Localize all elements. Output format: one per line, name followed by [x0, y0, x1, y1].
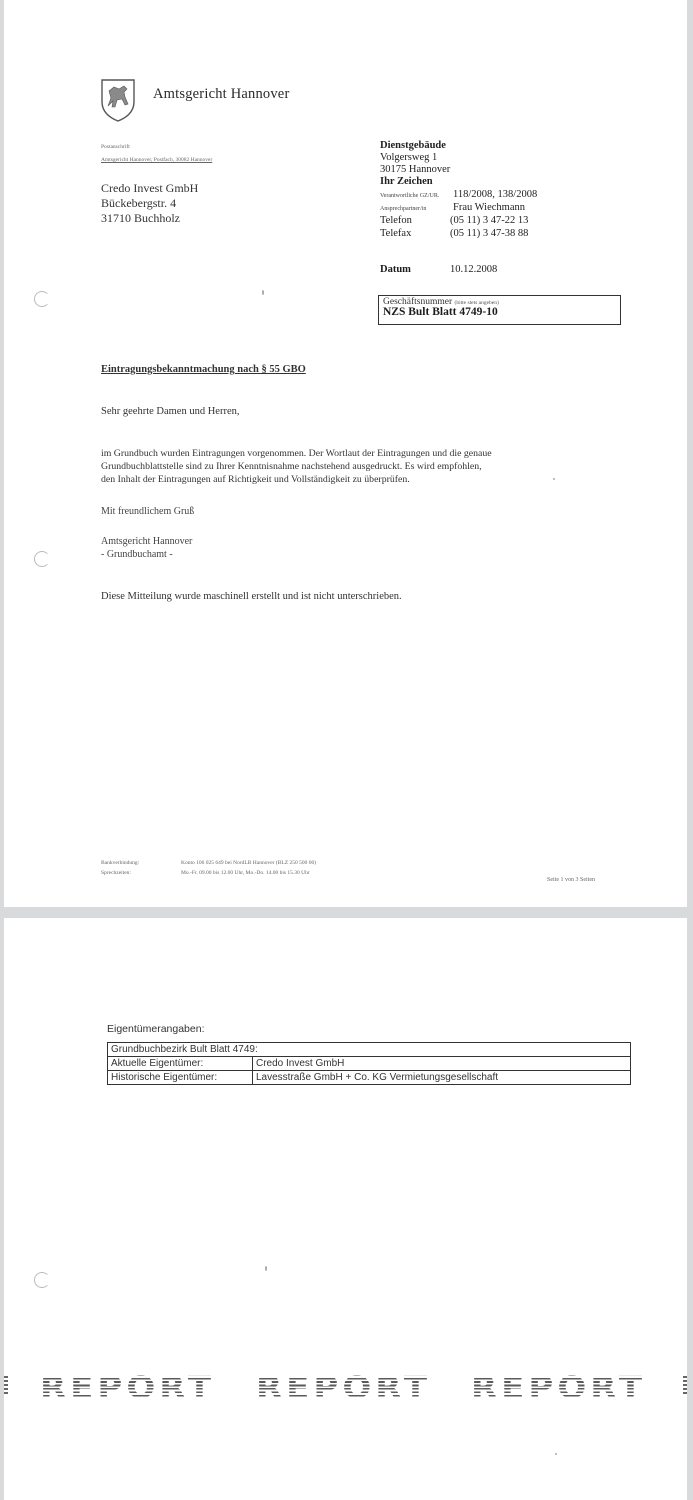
- fax-value: (05 11) 3 47-38 88: [450, 228, 529, 239]
- hours-label: Sprechzeiten:: [101, 870, 131, 876]
- phone-label: Telefon: [380, 215, 412, 226]
- reference-label: Verantwortliche GZ/UR.: [380, 193, 440, 199]
- owner-section-heading: Eigentümerangaben:: [107, 1023, 205, 1035]
- reference-row: [380, 188, 537, 201]
- salutation: Sehr geehrte Damen und Herren,: [101, 406, 240, 417]
- body-line: Grundbuchblattstelle sind zu Ihrer Kenntnisnahme nachstehend ausgedruckt. Es wird empfohlen,: [101, 461, 482, 472]
- case-number-value: NZS Bult Blatt 4749-10: [383, 306, 498, 318]
- letter-footer: [101, 858, 316, 878]
- table-title-row: [108, 1043, 631, 1057]
- owner-value: Lavesstraße GmbH + Co. KG Vermietungsgesellschaft: [253, 1071, 631, 1085]
- table-row: [108, 1071, 631, 1085]
- case-number-box: [378, 295, 621, 325]
- signature-court: Amtsgericht Hannover: [101, 536, 193, 547]
- owner-label: Aktuelle Eigentümer:: [108, 1057, 253, 1071]
- page-number: Seite 1 von 3 Seiten: [547, 877, 595, 883]
- case-number-label: Geschäftsnummer: [383, 297, 453, 307]
- office-info-block: [380, 140, 537, 240]
- owner-table: [107, 1042, 631, 1085]
- date-row: [380, 264, 497, 275]
- phone-row: [380, 214, 537, 227]
- recipient-street: Bückebergstr. 4: [101, 196, 177, 210]
- machine-generated-note: Diese Mitteilung wurde maschinell erstellt und ist nicht unterschrieben.: [101, 591, 402, 602]
- punch-hole-mark: [34, 551, 50, 567]
- scan-speck: [265, 1266, 267, 1271]
- fax-row: [380, 227, 537, 240]
- owner-value: Credo Invest GmbH: [253, 1057, 631, 1071]
- letter-page-1: [4, 0, 687, 907]
- punch-hole-mark: [34, 1272, 50, 1288]
- recipient-city: 31710 Buchholz: [101, 211, 180, 225]
- report-watermark: REPORT: [471, 1371, 647, 1405]
- body-line: den Inhalt der Eintragungen auf Richtigkeit und Vollständigkeit zu überprüfen.: [101, 474, 410, 485]
- ihr-zeichen-label: Ihr Zeichen: [380, 176, 433, 187]
- report-watermark: REPORT: [256, 1371, 432, 1405]
- postal-address-label: Postanschrift: [101, 144, 130, 150]
- phone-value: (05 11) 3 47-22 13: [450, 215, 529, 226]
- contact-value: Frau Wiechmann: [453, 202, 525, 213]
- office-city: 30175 Hannover: [380, 164, 451, 175]
- scan-speck: [262, 290, 264, 295]
- letter-subject: Eintragungsbekanntmachung nach § 55 GBO: [101, 364, 306, 375]
- contact-label: Ansprechpartner/in: [380, 206, 427, 212]
- return-address: Amtsgericht Hannover, Postfach, 30082 Hannover: [101, 157, 213, 163]
- scan-speck: [553, 478, 555, 480]
- case-number-note: (bitte stets angeben): [454, 300, 499, 306]
- body-line: im Grundbuch wurden Eintragungen vorgenommen. Der Wortlaut der Eintragungen und die genaue: [101, 448, 492, 459]
- signature-department: - Grundbuchamt -: [101, 549, 173, 560]
- letter-body: [101, 447, 492, 486]
- lower-saxony-horse-crest-icon: [100, 78, 136, 122]
- recipient-address: [101, 181, 198, 226]
- watermark-edge: [4, 1376, 8, 1394]
- table-title: Grundbuchbezirk Bult Blatt 4749:: [108, 1043, 631, 1057]
- hours-value: Mo.-Fr. 09.00 bis 12.00 Uhr, Mo.-Do. 14.00 bis 15.30 Uhr: [181, 870, 310, 876]
- signature-block: [101, 535, 192, 561]
- contact-row: [380, 201, 537, 214]
- date-label: Datum: [380, 264, 411, 275]
- scan-speck: [555, 1453, 557, 1455]
- punch-hole-mark: [34, 291, 50, 307]
- table-row: [108, 1057, 631, 1071]
- fax-label: Telefax: [380, 228, 412, 239]
- closing-greeting: Mit freundlichem Gruß: [101, 506, 195, 517]
- court-name: Amtsgericht Hannover: [153, 86, 290, 102]
- watermark-edge: [683, 1376, 687, 1394]
- bank-label: Bankverbindung:: [101, 860, 140, 866]
- recipient-name: Credo Invest GmbH: [101, 181, 199, 195]
- letter-page-2: [4, 918, 687, 1500]
- dienstgebaeude-label: Dienstgebäude: [380, 140, 446, 151]
- office-street: Volgersweg 1: [380, 152, 438, 163]
- report-watermark: REPORT: [40, 1371, 216, 1405]
- owner-label: Historische Eigentümer:: [108, 1071, 253, 1085]
- date-value: 10.12.2008: [450, 264, 498, 275]
- reference-value: 118/2008, 138/2008: [453, 189, 538, 200]
- bank-value: Konto 106 025 649 bei NordLB Hannover (BLZ 250 500 00): [181, 860, 317, 866]
